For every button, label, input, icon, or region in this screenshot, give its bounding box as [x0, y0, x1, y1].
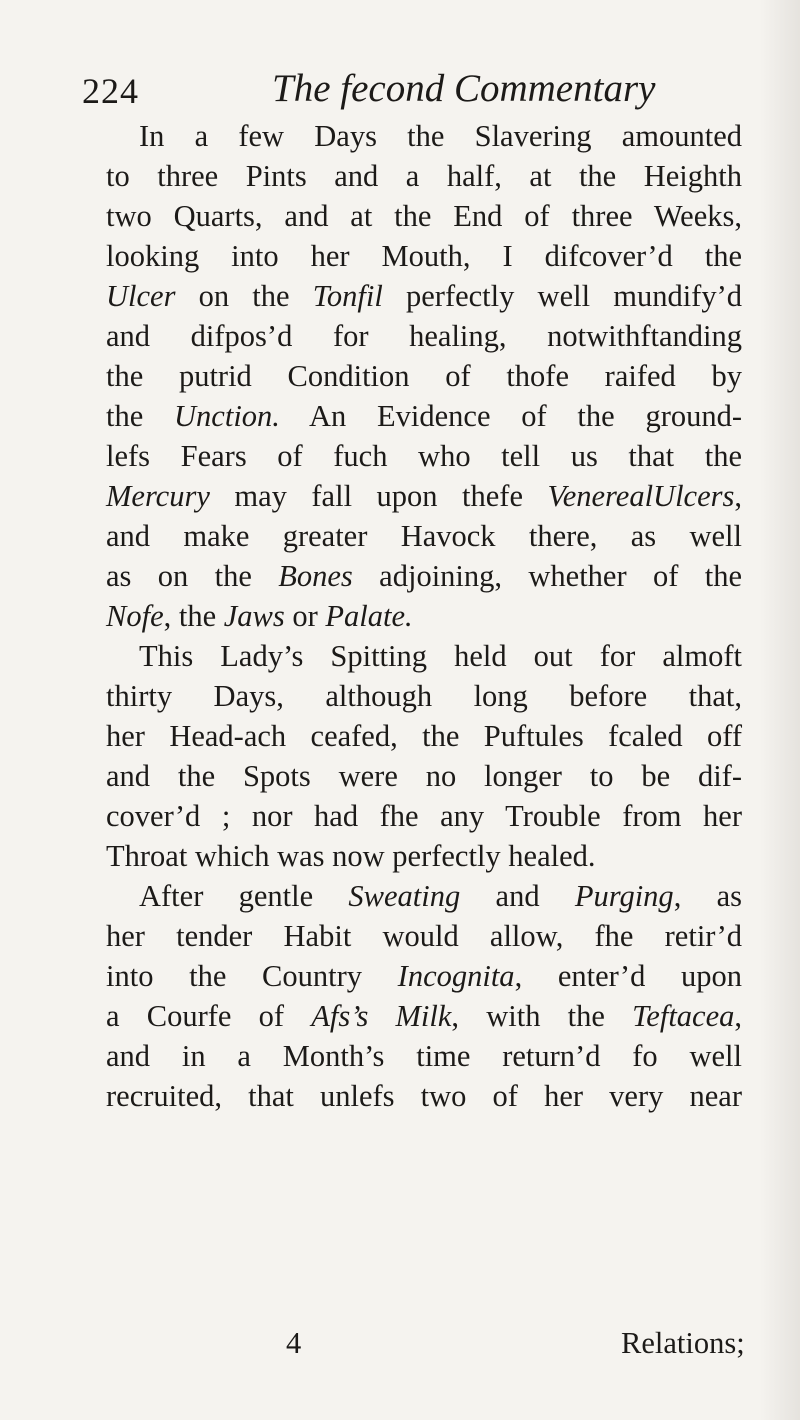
text-segment: may fall upon thefe [209, 479, 548, 513]
text-segment: adjoining, whether of the [352, 559, 743, 593]
text-segment: , as [673, 879, 742, 913]
text-line: In a few Days the Slavering amounted [139, 119, 742, 153]
text-segment: the [106, 399, 175, 433]
text-segment: as on the [106, 559, 279, 593]
text-segment: An Evidence of the ground- [279, 399, 743, 433]
text-line [106, 956, 742, 996]
text-segment: or [284, 599, 326, 633]
text-segment: , the [163, 599, 224, 633]
text-line [106, 556, 742, 596]
italic-segment: Bones [278, 559, 353, 593]
italic-segment: Purging [574, 879, 674, 913]
catchword: Relations; [621, 1326, 745, 1360]
italic-segment: Ulcer [106, 279, 176, 313]
italic-segment: Nofe [106, 599, 164, 633]
page-footer [0, 1326, 800, 1366]
text-segment: into the Country [106, 959, 398, 993]
body-text [106, 116, 742, 1116]
italic-segment: Incognita [397, 959, 515, 993]
text-line: and the Spots were no longer to be dif- [106, 759, 742, 793]
text-line: looking into her Mouth, I difcover’d the [106, 239, 742, 273]
page-number: 224 [82, 71, 139, 111]
text-line: thirty Days, although long before that, [106, 679, 742, 713]
page-header [84, 66, 734, 116]
italic-segment: Afs’s Milk [311, 999, 452, 1033]
italic-segment: Teftacea [632, 999, 735, 1033]
text-segment: on the [175, 279, 313, 313]
text-line: two Quarts, and at the End of three Weeks, [106, 199, 742, 233]
text-line: lefs Fears of fuch who tell us that the [106, 439, 742, 473]
text-line: and in a Month’s time return’d fo well [106, 1039, 742, 1073]
text-segment: , [734, 479, 742, 513]
text-segment: , enter’d upon [514, 959, 742, 993]
italic-segment: Mercury [106, 479, 210, 513]
text-line: and make greater Havock there, as well [106, 519, 742, 553]
italic-segment: Sweating [348, 879, 461, 913]
text-segment: and [460, 879, 575, 913]
italic-segment: Jaws [223, 599, 285, 633]
text-line [106, 276, 742, 316]
text-line: to three Pints and a half, at the Heighth [106, 159, 742, 193]
text-line: her tender Habit would allow, fhe retir’d [106, 919, 742, 953]
signature-mark: 4 [286, 1326, 302, 1360]
text-line: and difpos’d for healing, notwithftanding [106, 319, 742, 353]
page-edge-shadow [760, 0, 800, 1420]
text-line: This Lady’s Spitting held out for almoft [139, 639, 742, 673]
italic-segment: VenerealUlcers [547, 479, 735, 513]
text-line: recruited, that unlefs two of her very near [106, 1079, 742, 1113]
italic-segment: Palate. [325, 599, 413, 633]
text-line: the putrid Condition of thofe raifed by [106, 359, 742, 393]
text-line: cover’d ; nor had fhe any Trouble from her [106, 799, 742, 833]
italic-segment: Unction. [174, 399, 280, 433]
italic-segment: Tonfil [312, 279, 383, 313]
text-line [106, 476, 742, 516]
text-segment: After gentle [139, 879, 349, 913]
text-line: her Head-ach ceafed, the Puftules fcaled off [106, 719, 742, 753]
text-line [106, 876, 742, 916]
text-line [106, 596, 742, 636]
text-segment: a Courfe of [106, 999, 312, 1033]
text-segment: perfectly well mundify’d [382, 279, 742, 313]
running-title: The fecond Commentary [272, 67, 656, 110]
text-segment: , with the [451, 999, 633, 1033]
text-line [106, 396, 742, 436]
text-line [106, 996, 742, 1036]
text-line: Throat which was now perfectly healed. [106, 839, 596, 873]
text-segment: , [734, 999, 742, 1033]
